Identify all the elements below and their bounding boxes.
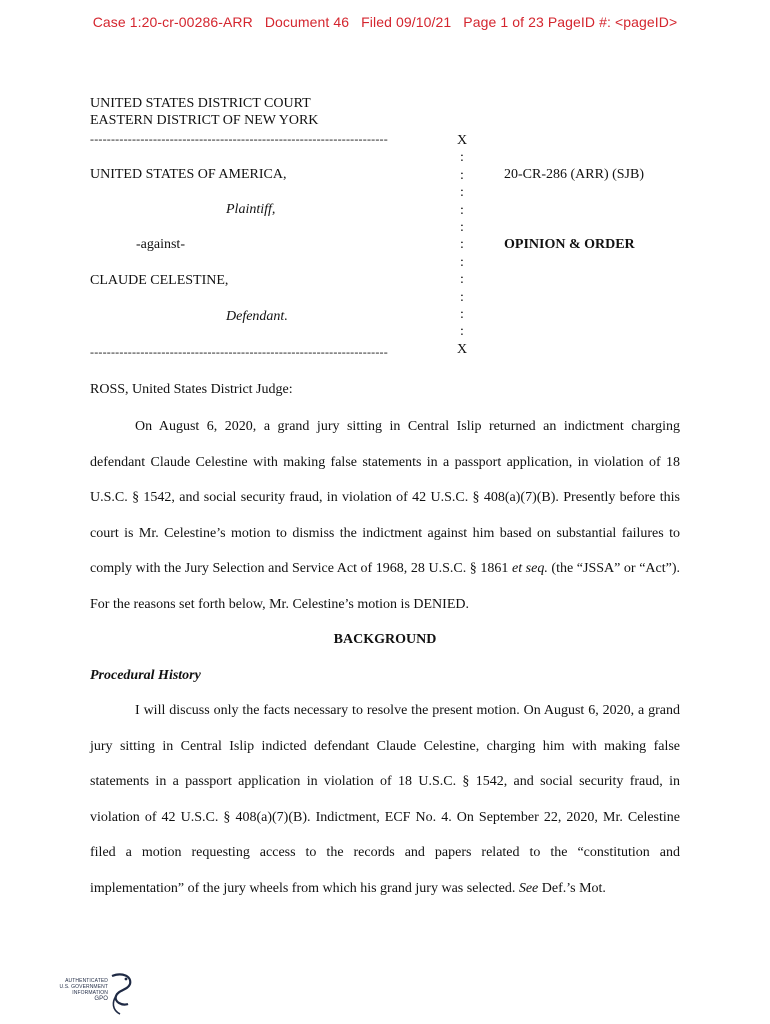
procedural-text-start: I will discuss only the facts necessary to resolve the present motion. On August 6, 2020, a grand jury sitting in Central Islip indicted defendant Claude Celestine, charging him with making false statements in a passport application in violation of 18 U.S.C. § 1542, and social security fraud, in violation of 42 U.S.C. § 408(a)(7)(B). Indictment, ECF No. 4. On September 22, 2020, Mr. Celestine filed a motion requesting access to the records and papers related to the “constitution and implementation” of the jury wheels from which his grand jury was selected. [90, 703, 680, 896]
caption-colon: : [460, 202, 464, 218]
plaintiff-name: UNITED STATES OF AMERICA, [90, 167, 287, 182]
intro-paragraph [90, 409, 680, 622]
caption-colon: : [460, 167, 464, 183]
defendant-role: Defendant. [226, 309, 288, 324]
caption-colon: : [460, 254, 464, 270]
caption-x-bottom: X [456, 341, 468, 357]
intro-text-start: On August 6, 2020, a grand jury sitting in Central Islip returned an indictment charging defendant Claude Celestine with making false statements in a passport application, in violation of 18 U.S.C. § 1542, and social security fraud, in violation of 42 U.S.C. § 408(a)(7)(B). Presently before this court is Mr. Celestine’s motion to dismiss the indictment against him based on substantial failures to comply with the Jury Selection and Service Act of 1968, 28 U.S.C. § 1861 [90, 419, 680, 576]
seal-line-2: U.S. GOVERNMENT [59, 984, 108, 990]
judge-line: ROSS, United States District Judge: [90, 382, 293, 397]
seal-line-1: AUTHENTICATED [65, 978, 108, 984]
court-name-line-2: EASTERN DISTRICT OF NEW YORK [90, 113, 319, 128]
plaintiff-role: Plaintiff, [226, 202, 276, 217]
caption-colon: : [460, 185, 464, 201]
caption-colon: : [460, 324, 464, 340]
case-number: 20-CR-286 (ARR) (SJB) [504, 167, 645, 182]
procedural-history-heading: Procedural History [90, 668, 201, 683]
caption-colon: : [460, 150, 464, 166]
caption-top-rule: ----------------------------------------------------------------------- [90, 132, 388, 146]
gpo-eagle-icon [106, 972, 136, 1016]
court-name-line-1: UNITED STATES DISTRICT COURT [90, 96, 311, 111]
against-label: -against- [136, 237, 185, 252]
procedural-italic-see: See [518, 880, 539, 896]
caption-x-top: X [456, 133, 468, 148]
defendant-name: CLAUDE CELESTINE, [90, 273, 229, 288]
procedural-paragraph [90, 693, 680, 906]
seal-line-4: GPO [94, 996, 108, 1002]
caption-colon: : [460, 307, 464, 323]
procedural-text-end: Def.’s Mot. [538, 880, 606, 896]
caption-divider-column [456, 132, 468, 358]
background-heading: BACKGROUND [333, 632, 437, 647]
intro-text-end: (the “JSSA” or “Act”). For the reasons set forth below, Mr. Celestine’s motion is DENIED. [90, 561, 680, 612]
caption-colon: : [460, 237, 464, 253]
document-title: OPINION & ORDER [504, 237, 635, 252]
caption-bottom-rule: ----------------------------------------------------------------------- [90, 345, 388, 359]
case-header-stamp: Case 1:20-cr-00286-ARR Document 46 Filed 09/10/21 Page 1 of 23 PageID #: <pageID> [92, 14, 678, 30]
court-name [90, 95, 318, 129]
intro-italic-citation: et seq. [511, 561, 548, 576]
seal-line-3: INFORMATION [72, 990, 108, 996]
caption-colon: : [460, 272, 464, 288]
gpo-seal-text [44, 978, 108, 1002]
caption-colon: : [460, 220, 464, 236]
gpo-authentication-seal [44, 972, 134, 1016]
caption-colon: : [460, 289, 464, 305]
